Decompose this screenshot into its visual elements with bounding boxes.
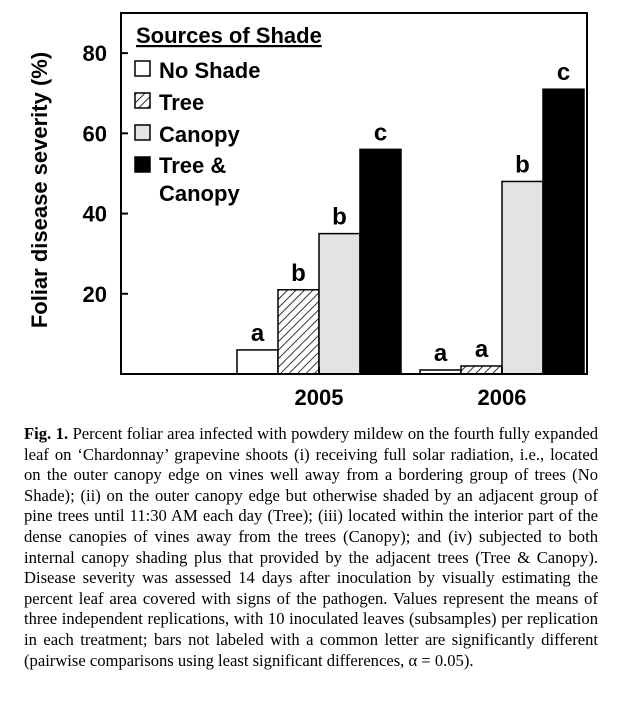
y-axis-label: Foliar disease severity (%): [27, 51, 52, 329]
figure-caption: [24, 424, 598, 671]
legend-label-no-shade: No Shade: [159, 58, 261, 83]
significance-letter: b: [515, 151, 530, 179]
legend-label-tree-and-line1: Tree &: [159, 153, 227, 178]
legend-label-canopy: Canopy: [159, 122, 240, 147]
y-tick-label: 60: [82, 121, 107, 147]
legend-swatch-no-shade: [135, 61, 150, 76]
significance-letter: b: [291, 259, 306, 287]
legend-swatch-canopy: [135, 125, 150, 140]
bar-tree-2006: [461, 366, 502, 374]
bar-canopy-2005: [319, 234, 360, 374]
significance-letter: a: [433, 339, 448, 367]
bar-tree-canopy-2005: [360, 149, 401, 374]
x-tick-label: 2005: [294, 385, 344, 410]
bar-canopy-2006: [502, 181, 543, 374]
significance-letter: a: [474, 335, 489, 363]
significance-letter: b: [332, 203, 347, 231]
bars: [237, 89, 584, 374]
significance-letter: c: [373, 119, 388, 147]
legend: [135, 23, 322, 206]
significance-letter: c: [556, 59, 571, 87]
bar-no-shade-2005: [237, 350, 278, 374]
y-tick-label: 20: [82, 281, 107, 307]
bar-tree-2005: [278, 290, 319, 374]
legend-swatch-tree: [135, 93, 150, 108]
y-tick-label: 80: [82, 41, 107, 67]
legend-title: Sources of Shade: [136, 23, 322, 48]
caption-label: Fig. 1.: [24, 424, 69, 443]
legend-swatch-tree-and-canopy: [135, 157, 150, 172]
caption-text: Percent foliar area infected with powdery mildew on the fourth fully expanded leaf on ‘Chardonnay’ grapevine shoots (i) receiving full solar radiation, i.e., located on the outer canopy edge on vines well away from a bordering group of trees (No Shade); (ii) on the outer canopy edge but otherwise shaded by an adjacent group of pine trees until 11:30 AM each day (Tree); (iii) located within the interior part of the dense canopies of vines away from the trees (Canopy); and (iv) subjected to both internal canopy shading plus that provided by the adjacent trees (Tree & Canopy). Disease severity was assessed 14 days after inoculation by visually estimating the percent leaf area covered with signs of the pathogen. Values represent the means of three independent replications, with 10 inoculated leaves (subsamples) per replication in each treatment; bars not labeled with a common letter are significantly different (pairwise comparisons using least significant differences, α = 0.05).: [24, 424, 598, 670]
legend-label-tree-and-line2: Canopy: [159, 181, 240, 206]
y-tick-label: 40: [82, 201, 107, 227]
legend-label-tree: Tree: [159, 90, 205, 115]
significance-letter: a: [250, 319, 265, 347]
x-tick-label: 2006: [477, 385, 527, 410]
bar-tree-canopy-2006: [543, 89, 584, 374]
